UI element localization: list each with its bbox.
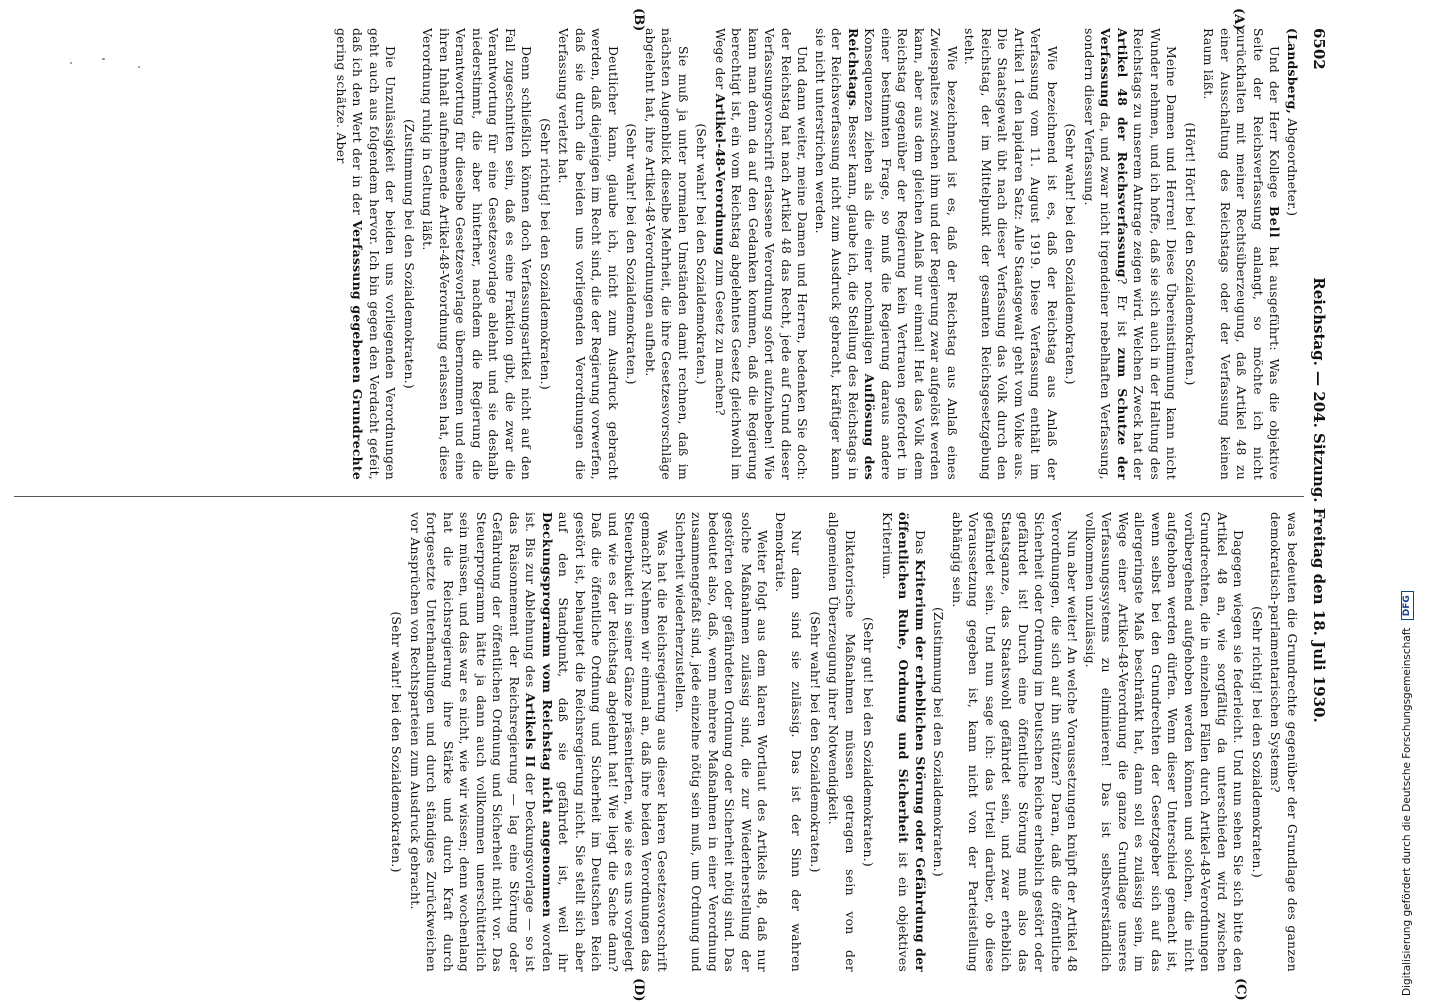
margin-mark-d: (D) bbox=[631, 978, 646, 1002]
paragraph: Weiter folgt aus dem klaren Wortlaut des Artikels 48, daß nur solche Maßnahmen zulässig sind, die zur Wiederherstellung der gestörten oder gefährdeten Ordnung oder Sicherheit nötig sind. Das bedeutet also, daß, wenn mehrere Maßnahmen in einer Verordnung zusammengefaßt sind, jede einzelne nötig sein muß, um Ordnung und Sicherheit wiederherzustellen. bbox=[673, 512, 771, 972]
interjection: (Zustimmung bei den Sozialdemokraten.) bbox=[931, 606, 947, 878]
paragraph: Dagegen wiegen sie federleicht. Und nun sehen Sie sich bitte den Artikel 48 an, wie sorgfältig da unterschieden wird zwischen Grundrechten, die in einzelnen Fällen durch Artikel-48-Verordnungen vorübergehend aufgehoben werden können und solchen, die nicht aufgehoben werden dürfen. Wenn dieser Unterschied gemacht ist, wenn selbst bei den Grundrechten der Gesetzgeber sich auf das allergeringste Maß beschränkt hat, dann soll es zulässig sein, im Wege einer Artikel-48-Verordnung die ganze Grundlage unseres Verfassungssystems zu eliminieren! Das ist selbstverständlich vollkommen unzulässig. bbox=[1083, 512, 1247, 972]
scan-speck bbox=[70, 62, 72, 64]
interjection: (Sehr wahr! bei den Sozialdemokraten.) bbox=[694, 123, 710, 385]
interjection: (Hört! Hört! bei den Sozialdemokraten.) bbox=[1183, 122, 1198, 386]
margin-mark-b: (B) bbox=[631, 8, 646, 32]
paragraph: Deutlicher kann, glaube ich, nicht zum Ausdruck gebracht werden, daß diejenigen im Recht sind, die der Regierung vorwerfen, daß sie durch die beiden uns vorliegenden Verordnungen die Verfassung verletzt hat. bbox=[556, 28, 621, 480]
header-title: Reichstag. — 204. Sitzung. Freitag den 18. Juli 1930. bbox=[1310, 277, 1328, 723]
digitization-footer bbox=[1400, 595, 1430, 996]
dfg-logo-icon: DFG bbox=[1401, 591, 1414, 620]
paragraph: Meine Damen und Herren! Diese Übereinstimmung kann nicht Wunder nehmen, und ich hoffe, daß sie sich auch in der Haltung des Reichstags zu unserem Antrage zeigen wird. Welchen Zweck hat der Artikel 48 der Reichsverfassung? Er ist zum Schutze der Verfassung da, und zwar nicht irgendeiner nebelhaften Verfassung, sondern dieser Verfassung. bbox=[1082, 28, 1180, 480]
paragraph: Nur dann sind sie zulässig. Das ist der Sinn der wahren Demokratie. bbox=[773, 512, 805, 972]
paragraph: was bedeuten die Grundrechte gegenüber der Grundlage des ganzen demokratisch-parlamentarischen Systems? bbox=[1268, 512, 1300, 972]
paragraph: Denn schließlich können doch Verfassungsartikel nicht auf den Fall zugeschnitten sein, daß es eine Fraktion gibt, die zwar die Verantwortung für eine Gesetzesvorlage ablehnt und sie deshalb niederstimmt, die aber hinterher, nachdem die Regierung die Verantwortung für dieselbe Gesetzesvorlage übernommen und eine ihren Inhalt aufnehmende Artikel-48-Verordnung erlassen hat, diese Verordnung ruhig in Geltung läßt. bbox=[420, 28, 535, 480]
paragraph: Und der Herr Kollege Bell hat ausgeführt: Was die objektive Seite der Reichsverfassung anlangt, so möchte ich nicht zurückhalten mit meiner Rechtsüberzeugung, daß Artikel 48 zu einer Ausschaltung des Reichstags oder der Verfassung keinen Raum läßt. bbox=[1201, 28, 1283, 480]
margin-mark-a: (A) bbox=[1231, 8, 1246, 31]
paragraph: Nun aber weiter! An welche Voraussetzungen knüpft der Artikel 48 Verordnungen, die sich auf ihn stützen? Daran, daß die öffentliche Sicherheit oder Ordnung im Deutschen Reiche erheblich gestört oder gefährdet ist! Durch eine öffentliche Störung muß also das Staatsganze, das Staatswohl gefährdet sein, und zwar erheblich gefährdet sein. Und nun sage ich: das Urteil darüber, ob diese Voraussetzung gegeben ist, kann nicht von der Parteistellung abhängig sein. bbox=[950, 512, 1081, 972]
interjection: (Sehr wahr! bei den Sozialdemokraten.) bbox=[808, 611, 823, 873]
page-header bbox=[1304, 28, 1328, 972]
interjection: (Sehr wahr! bei den Sozialdemokraten.) bbox=[389, 611, 405, 873]
speaker-line: (Landsberg, Abgeordneter.) bbox=[1285, 28, 1300, 217]
column-divider bbox=[14, 496, 1304, 497]
interjection: (Sehr richtig! bei den Sozialdemokraten.) bbox=[1250, 606, 1265, 878]
right-column bbox=[12, 512, 1300, 972]
interjection: (Sehr wahr! bei den Sozialdemokraten.) bbox=[624, 123, 640, 385]
interjection: (Zustimmung bei den Sozialdemokraten.) bbox=[402, 118, 417, 390]
paragraph: Diktatorische Maßnahmen müssen getragen sein von der allgemeinen Überzeugung ihrer Notwendigkeit. bbox=[826, 512, 858, 972]
left-column bbox=[12, 28, 1300, 480]
paragraph: Sie muß ja unter normalen Umständen damit rechnen, daß im nächsten Augenblick dieselbe Mehrheit, die ihre Gesetzesvorschläge abgelehnt hat, ihre Artikel-48-Verordnungen aufhebt. bbox=[643, 28, 691, 480]
paragraph: Wie bezeichnend ist es, daß der Reichstag aus Anlaß der Verfassung vom 11. August 1919. Diese Verfassung enthält im Artikel 1 den lapidaren Satz: Alle Staatsgewalt geht vom Volke aus. Die Staatsgewalt übt nach dieser Verfassung das Volk durch den Reichstag, der im Mittelpunkt der gesamten Reichsgesetzgebung steht. bbox=[962, 28, 1060, 480]
footer-credit: Digitalisierung gefördert durch die Deutsche Forschungsgemeinschaft bbox=[1401, 627, 1413, 996]
interjection: (Sehr gut! bei den Sozialdemokraten.) bbox=[861, 616, 877, 868]
paragraph: Wie bezeichnend ist es, daß der Reichstag aus Anlaß eines Zwiespaltes zwischen ihm und der Regierung zwar aufgelöst werden kann, aber aus dem gleichen Anlaß nur einmal! Hat das Volk dem Reichstag gegenüber der Regierung kein Vertrauen gefordert in einer bestimmten Frage, so muß die Regierung daraus andere Konsequenzen ziehen als die einer nochmaligen Auflösung des Reichstags. Besser kann, glaube ich, die Stellung des Reichstags in der Reichsverfassung nicht zum Ausdruck gebracht, kräftiger kann sie nicht unterstrichen werden. bbox=[813, 28, 960, 480]
interjection: (Sehr richtig! bei den Sozialdemokraten.) bbox=[538, 118, 553, 390]
interjection: (Sehr wahr! bei den Sozialdemokraten.) bbox=[1063, 123, 1079, 385]
margin-mark-c: (C) bbox=[1233, 978, 1248, 1001]
paragraph: Was hat die Reichsregierung aus dieser klaren Gesetzesvorschrift gemacht? Nehmen wir einmal an, daß ihre beiden Verordnungen das Steuerbukett in seiner Gänze präsentierten, wie sie es uns vorgelegt und wie es der Reichstag abgelehnt hat! Wie liegt die Sache dann? Daß die öffentliche Ordnung und Sicherheit im Deutschen Reich gestört ist, behauptet die Reichsregierung nicht. Sie stellt sich aber auf den Standpunkt, daß sie gefährdet ist, weil ihr Deckungsprogramm vom Reichstag nicht angenommen worden ist. Bis zur Ablehnung des Artikels II der Deckungsvorlage — so ist das Raisonnement der Reichsregierung — lag eine Störung oder Gefährdung der öffentlichen Ordnung und Sicherheit nicht vor. Das Steuerprogramm hätte ja dann auch vollkommen unerschütterlich sein müssen, und das war es nicht, wie wir wissen; denn wochenlang hat die Reichsregierung ihre Stärke und durch Kraft durch fortgesetzte Unterhandlungen und durch ständiges Zurückweichen vor Ansprüchen von Rechtsparteien zum Ausdruck gebracht. bbox=[408, 512, 671, 972]
paragraph: Und dann weiter, meine Damen und Herren, bedenken Sie doch: der Reichstag hat nach Artikel 48 das Recht, jede auf Grund dieser Verfassungsvorschrift erlassene Verordnung sofort aufzuheben! Wie kann man denn da auf den Gedanken kommen, daß die Regierung berechtigt ist, ein vom Reichstag abgelehntes Gesetz gleichwohl im Wege der Artikel-48-Verordnung zum Gesetz zu machen? bbox=[713, 28, 811, 480]
scan-speck bbox=[138, 66, 140, 68]
paragraph: Die Unzulässigkeit der beiden uns vorliegenden Verordnungen geht auch aus folgendem hervor. Ich bin gegen den Verdacht gefeit, daß ich den Wert der in der Verfassung gegebenen Grundrechte gering schätze. Aber bbox=[334, 28, 399, 480]
page-number: 6502 bbox=[1310, 28, 1328, 70]
paragraph: Das Kriterium der erheblichen Störung oder Gefährdung der öffentlichen Ruhe, Ordnung und Sicherheit ist ein objektives Kriterium. bbox=[880, 512, 928, 972]
scan-speck bbox=[102, 58, 105, 60]
